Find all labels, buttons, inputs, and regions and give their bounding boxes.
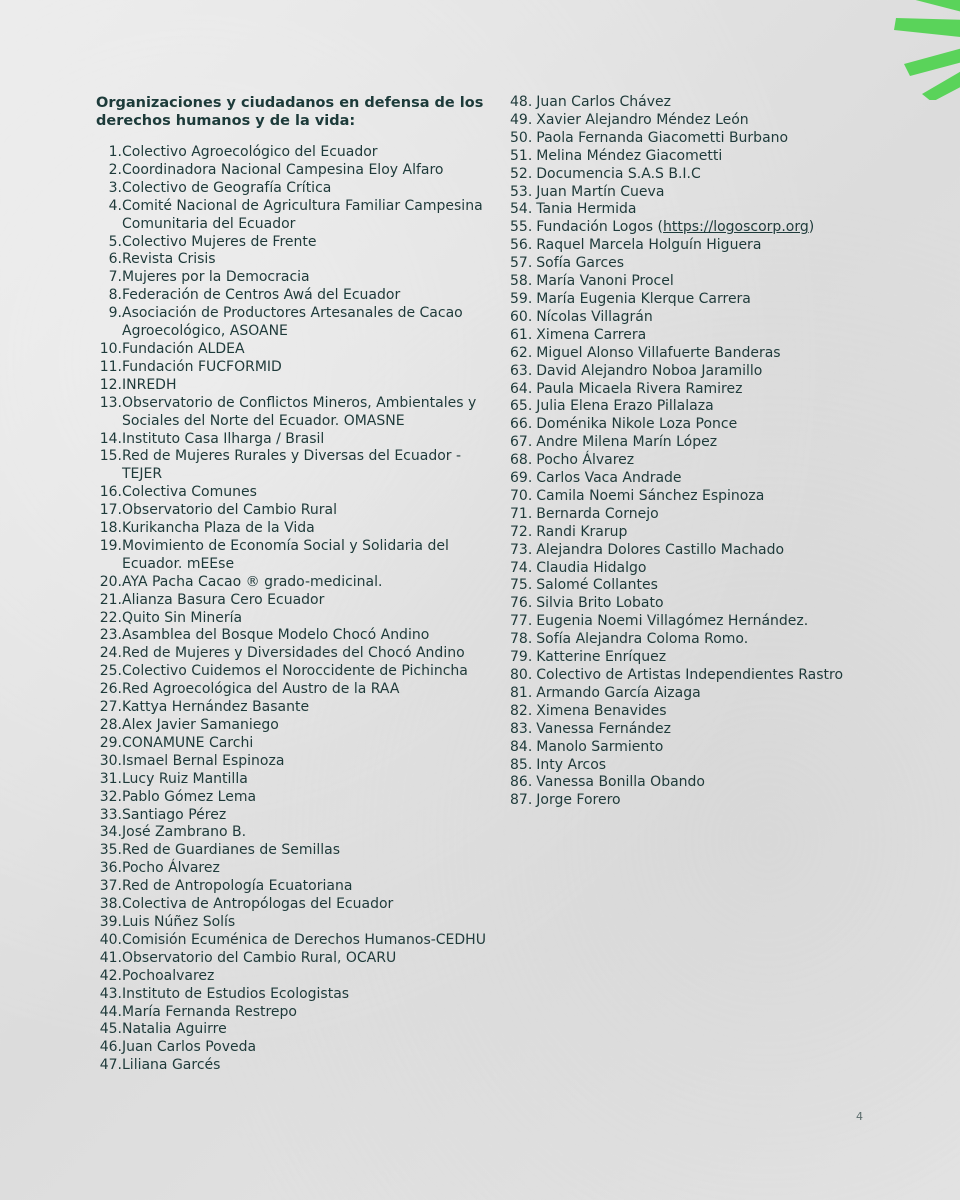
- list-item: [96, 287, 496, 305]
- item-text: Juan Martín Cueva: [536, 183, 665, 200]
- item-text: Quito Sin Minería: [122, 609, 243, 626]
- logos-link[interactable]: https://logoscorp.org: [663, 219, 809, 236]
- item-text: María Vanoni Procel: [536, 273, 674, 290]
- item-number: 6.: [108, 251, 122, 268]
- list-item: [510, 291, 950, 309]
- item-number: 81.: [510, 684, 533, 701]
- item-text: Comité Nacional de Agricultura Familiar Campesina Comunitaria del Ecuador: [122, 197, 483, 232]
- item-number: 46.: [99, 1039, 122, 1056]
- item-text: Julia Elena Erazo Pillalaza: [536, 398, 714, 415]
- item-text: Silvia Brito Lobato: [536, 595, 664, 612]
- item-text: Fundación ALDEA: [122, 340, 245, 357]
- item-number: 54.: [510, 201, 533, 218]
- right-column: [510, 94, 950, 810]
- item-text-suffix: ): [808, 219, 815, 236]
- item-number: 28.: [99, 717, 122, 733]
- item-text: CONAMUNE Carchi: [122, 734, 254, 751]
- item-text: Mujeres por la Democracia: [122, 269, 310, 286]
- item-text: Camila Noemi Sánchez Espinoza: [536, 487, 765, 504]
- list-item: [96, 824, 496, 842]
- item-number: 13.: [99, 394, 122, 411]
- item-text: Fundación FUCFORMID: [122, 358, 282, 375]
- item-text: Nícolas Villagrán: [536, 308, 653, 325]
- item-text: Pablo Gómez Lema: [122, 788, 257, 805]
- item-number: 78.: [510, 631, 533, 648]
- item-number: 82.: [510, 702, 533, 719]
- item-number: 75.: [510, 577, 533, 594]
- item-number: 69.: [510, 470, 533, 487]
- item-number: 38.: [99, 896, 122, 913]
- item-number: 18.: [99, 520, 122, 537]
- item-text: Sofía Alejandra Coloma Romo.: [536, 631, 749, 648]
- list-item: [510, 685, 950, 703]
- item-number: 44.: [99, 1003, 122, 1020]
- item-text: Pocho Álvarez: [536, 452, 635, 469]
- item-text: Kattya Hernández Basante: [122, 699, 310, 716]
- item-number: 33.: [99, 806, 122, 823]
- item-text: AYA Pacha Cacao ® grado-medicinal.: [122, 573, 383, 590]
- item-text: Liliana Garcés: [122, 1057, 221, 1074]
- item-text: Lucy Ruiz Mantilla: [122, 770, 248, 787]
- item-text: Red de Mujeres Rurales y Diversas del Ecuador - TEJER: [122, 448, 462, 483]
- list-item: [510, 560, 950, 578]
- item-number: 19.: [99, 537, 122, 554]
- item-number: 84.: [510, 738, 533, 755]
- list-item: [510, 721, 950, 739]
- list-item: [96, 968, 496, 986]
- list-item: [96, 162, 496, 180]
- page-number: 4: [856, 1110, 863, 1123]
- list-item: [96, 574, 496, 592]
- item-text: Carlos Vaca Andrade: [536, 470, 682, 487]
- item-number: 86.: [510, 774, 533, 791]
- item-text: Vanessa Bonilla Obando: [536, 774, 705, 791]
- item-number: 29.: [99, 734, 122, 751]
- item-text: Colectivo Agroecológico del Ecuador: [122, 144, 378, 160]
- item-number: 64.: [510, 380, 533, 397]
- item-number: 76.: [510, 595, 533, 612]
- item-number: 51.: [510, 147, 533, 164]
- list-item: [96, 681, 496, 699]
- item-number: 71.: [510, 505, 533, 522]
- item-text: Colectivo de Artistas Independientes Rastro: [536, 667, 844, 683]
- list-item: [96, 431, 496, 449]
- item-number: 66.: [510, 416, 533, 433]
- list-item: [510, 703, 950, 721]
- item-number: 70.: [510, 487, 533, 504]
- item-text: Randi Krarup: [536, 523, 628, 540]
- list-item: [96, 144, 496, 162]
- list-item: [510, 774, 950, 792]
- signatories-list-left: [96, 144, 496, 1075]
- item-text: Red de Antropología Ecuatoriana: [122, 878, 353, 895]
- item-number: 4.: [108, 197, 122, 214]
- item-text: Juan Carlos Chávez: [536, 94, 671, 110]
- item-number: 41.: [99, 949, 122, 966]
- list-item: [510, 345, 950, 363]
- list-item: [96, 627, 496, 645]
- item-number: 83.: [510, 720, 533, 737]
- item-text: Salomé Collantes: [536, 577, 658, 594]
- item-number: 50.: [510, 129, 533, 146]
- list-item: [510, 739, 950, 757]
- list-item: [510, 398, 950, 416]
- list-item: [510, 524, 950, 542]
- list-item: [510, 237, 950, 255]
- list-item: [96, 645, 496, 663]
- item-text: Colectivo de Geografía Crítica: [122, 179, 332, 196]
- item-text: Tania Hermida: [536, 201, 637, 218]
- item-number: 77.: [510, 613, 533, 630]
- list-item: [96, 1004, 496, 1022]
- item-text: Comisión Ecuménica de Derechos Humanos-CEDHU: [122, 931, 486, 948]
- item-text: Documencia S.A.S B.I.C: [536, 165, 701, 182]
- list-item: [510, 201, 950, 219]
- item-number: 62.: [510, 344, 533, 361]
- list-item: [96, 377, 496, 395]
- list-item: [96, 807, 496, 825]
- list-item: [510, 542, 950, 560]
- signatories-list-right: [510, 94, 950, 810]
- list-item: [96, 896, 496, 914]
- green-burst-icon: [860, 0, 960, 100]
- item-text: Movimiento de Economía Social y Solidaria del Ecuador. mEEse: [122, 537, 449, 572]
- list-item: [96, 251, 496, 269]
- item-number: 45.: [99, 1021, 122, 1038]
- item-number: 42.: [99, 967, 122, 984]
- list-item: [96, 878, 496, 896]
- list-item: [510, 184, 950, 202]
- item-number: 2.: [108, 161, 122, 178]
- item-text: Claudia Hidalgo: [536, 559, 647, 576]
- list-item: [96, 592, 496, 610]
- item-text: Colectivo Cuidemos el Noroccidente de Pichincha: [122, 663, 468, 680]
- item-text: Coordinadora Nacional Campesina Eloy Alfaro: [122, 161, 444, 178]
- item-text: Alianza Basura Cero Ecuador: [122, 591, 325, 608]
- item-number: 55.: [510, 219, 533, 236]
- item-text: María Fernanda Restrepo: [122, 1003, 297, 1020]
- item-number: 9.: [108, 305, 122, 322]
- item-text: Red de Guardianes de Semillas: [122, 842, 341, 859]
- item-text: David Alejandro Noboa Jaramillo: [536, 362, 763, 379]
- list-item: [510, 434, 950, 452]
- item-text: Colectiva de Antropólogas del Ecuador: [122, 896, 394, 913]
- list-item: [96, 860, 496, 878]
- item-number: 15.: [99, 448, 122, 465]
- item-number: 80.: [510, 667, 533, 683]
- list-item: [510, 112, 950, 130]
- list-item: [510, 166, 950, 184]
- item-number: 7.: [108, 269, 122, 286]
- item-text: Pocho Álvarez: [122, 860, 220, 877]
- list-item: [510, 631, 950, 649]
- list-item: [510, 363, 950, 381]
- item-number: 26.: [99, 681, 122, 698]
- item-number: 85.: [510, 756, 533, 773]
- item-number: 24.: [99, 645, 122, 662]
- item-text: Asamblea del Bosque Modelo Chocó Andino: [122, 627, 430, 644]
- item-number: 12.: [99, 376, 122, 393]
- item-text: INREDH: [122, 376, 177, 393]
- item-number: 56.: [510, 237, 533, 254]
- list-item: [510, 381, 950, 399]
- list-item: [510, 470, 950, 488]
- list-item: [96, 1039, 496, 1057]
- item-text: Red Agroecológica del Austro de la RAA: [122, 681, 400, 698]
- item-text: Juan Carlos Poveda: [122, 1039, 257, 1056]
- item-number: 1.: [108, 144, 122, 160]
- list-item: [510, 577, 950, 595]
- list-item: [510, 595, 950, 613]
- list-item: [96, 735, 496, 753]
- list-item: [510, 309, 950, 327]
- item-text: Luis Núñez Solís: [122, 913, 236, 930]
- list-item: [96, 305, 496, 341]
- item-number: 32.: [99, 788, 122, 805]
- list-item: [510, 130, 950, 148]
- item-number: 40.: [99, 931, 122, 948]
- item-number: 63.: [510, 362, 533, 379]
- item-number: 59.: [510, 290, 533, 307]
- list-item: [96, 914, 496, 932]
- item-text: Santiago Pérez: [122, 806, 227, 823]
- item-number: 43.: [99, 985, 122, 1002]
- item-text: Fundación Logos (: [536, 219, 664, 236]
- item-text: Miguel Alonso Villafuerte Banderas: [536, 344, 781, 361]
- list-item: [510, 667, 950, 685]
- list-item: [96, 771, 496, 789]
- list-item: [96, 932, 496, 950]
- list-item: [96, 717, 496, 735]
- item-text: María Eugenia Klerque Carrera: [536, 290, 751, 307]
- list-item: [96, 269, 496, 287]
- item-number: 14.: [99, 430, 122, 447]
- item-text: Natalia Aguirre: [122, 1021, 227, 1038]
- list-item: [96, 395, 496, 431]
- item-number: 53.: [510, 183, 533, 200]
- item-text: Andre Milena Marín López: [536, 434, 718, 451]
- list-item: [96, 1021, 496, 1039]
- left-column: [96, 94, 496, 1075]
- item-number: 67.: [510, 434, 533, 451]
- list-item: [96, 538, 496, 574]
- item-number: 60.: [510, 308, 533, 325]
- list-item: [510, 219, 950, 237]
- item-number: 87.: [510, 792, 533, 809]
- list-item: [510, 255, 950, 273]
- item-text: Armando García Aizaga: [536, 684, 701, 701]
- item-text: Observatorio del Cambio Rural, OCARU: [122, 949, 397, 966]
- item-text: Katterine Enríquez: [536, 649, 667, 666]
- list-item: [96, 520, 496, 538]
- item-text: Revista Crisis: [122, 251, 216, 268]
- item-number: 68.: [510, 452, 533, 469]
- list-item: [96, 341, 496, 359]
- item-number: 35.: [99, 842, 122, 859]
- item-number: 17.: [99, 502, 122, 519]
- item-text: Instituto de Estudios Ecologistas: [122, 985, 350, 1002]
- item-text: Pochoalvarez: [122, 967, 215, 984]
- item-number: 23.: [99, 627, 122, 644]
- item-text: Raquel Marcela Holguín Higuera: [536, 237, 762, 254]
- item-text: Kurikancha Plaza de la Vida: [122, 520, 315, 537]
- list-item: [96, 699, 496, 717]
- item-text: Colectivo Mujeres de Frente: [122, 233, 317, 250]
- list-item: [510, 488, 950, 506]
- item-number: 65.: [510, 398, 533, 415]
- list-item: [96, 1057, 496, 1075]
- item-text: Asociación de Productores Artesanales de Cacao Agroecológico, ASOANE: [122, 305, 463, 340]
- item-number: 36.: [99, 860, 122, 877]
- list-item: [510, 273, 950, 291]
- item-text: Manolo Sarmiento: [536, 738, 664, 755]
- item-text: Alejandra Dolores Castillo Machado: [536, 541, 785, 558]
- item-text: Paola Fernanda Giacometti Burbano: [536, 129, 789, 146]
- item-number: 74.: [510, 559, 533, 576]
- item-number: 61.: [510, 326, 533, 343]
- item-text: Paula Micaela Rivera Ramirez: [536, 380, 743, 397]
- item-text: Ximena Carrera: [536, 326, 647, 343]
- item-number: 79.: [510, 649, 533, 666]
- item-text: Instituto Casa Ilharga / Brasil: [122, 430, 325, 447]
- list-item: [510, 757, 950, 775]
- item-number: 52.: [510, 165, 533, 182]
- item-number: 10.: [99, 340, 122, 357]
- item-number: 39.: [99, 913, 122, 930]
- list-item: [510, 94, 950, 112]
- item-number: 72.: [510, 523, 533, 540]
- item-text: Doménika Nikole Loza Ponce: [536, 416, 738, 433]
- item-text: Bernarda Cornejo: [536, 505, 659, 522]
- list-item: [96, 610, 496, 628]
- item-number: 22.: [99, 609, 122, 626]
- item-number: 11.: [99, 358, 122, 375]
- list-heading: Organizaciones y ciudadanos en defensa de los derechos humanos y de la vida:: [96, 95, 484, 129]
- item-number: 37.: [99, 878, 122, 895]
- list-item: [510, 506, 950, 524]
- item-text: Ismael Bernal Espinoza: [122, 752, 285, 769]
- list-item: [510, 148, 950, 166]
- item-text: José Zambrano B.: [122, 824, 247, 841]
- item-number: 49.: [510, 111, 533, 128]
- item-text: Eugenia Noemi Villagómez Hernández.: [536, 613, 809, 630]
- item-number: 5.: [108, 233, 122, 250]
- item-text: Xavier Alejandro Méndez León: [536, 111, 749, 128]
- item-number: 27.: [99, 699, 122, 716]
- item-number: 73.: [510, 541, 533, 558]
- list-item: [96, 180, 496, 198]
- item-text: Colectiva Comunes: [122, 484, 257, 501]
- item-text: Observatorio de Conflictos Mineros, Ambientales y Sociales del Norte del Ecuador. OMASNE: [122, 394, 477, 429]
- list-item: [510, 792, 950, 810]
- item-text: Observatorio del Cambio Rural: [122, 502, 337, 519]
- item-number: 21.: [99, 591, 122, 608]
- list-item: [510, 613, 950, 631]
- item-text: Inty Arcos: [536, 756, 607, 773]
- item-text: Vanessa Fernández: [536, 720, 672, 737]
- list-item: [510, 452, 950, 470]
- list-item: [96, 986, 496, 1004]
- item-number: 57.: [510, 255, 533, 272]
- item-number: 30.: [99, 752, 122, 769]
- list-item: [96, 198, 496, 234]
- item-text: Ximena Benavides: [536, 702, 667, 719]
- item-number: 8.: [108, 287, 122, 304]
- item-number: 48.: [510, 94, 533, 110]
- list-item: [96, 484, 496, 502]
- item-number: 16.: [99, 484, 122, 501]
- item-text: Red de Mujeres y Diversidades del Chocó Andino: [122, 645, 465, 662]
- list-item: [96, 448, 496, 484]
- item-number: 47.: [99, 1057, 122, 1074]
- item-text: Jorge Forero: [536, 792, 621, 809]
- item-number: 20.: [99, 573, 122, 590]
- list-item: [96, 842, 496, 860]
- list-item: [96, 359, 496, 377]
- item-number: 58.: [510, 273, 533, 290]
- item-text: Alex Javier Samaniego: [122, 717, 279, 733]
- list-item: [96, 789, 496, 807]
- list-item: [510, 416, 950, 434]
- list-item: [510, 649, 950, 667]
- item-number: 25.: [99, 663, 122, 680]
- list-item: [96, 753, 496, 771]
- item-text: Sofía Garces: [536, 255, 625, 272]
- list-item: [96, 663, 496, 681]
- item-number: 3.: [108, 179, 122, 196]
- item-text: Melina Méndez Giacometti: [536, 147, 723, 164]
- item-text: Federación de Centros Awá del Ecuador: [122, 287, 401, 304]
- list-item: [510, 327, 950, 345]
- list-item: [96, 234, 496, 252]
- list-item: [96, 950, 496, 968]
- item-number: 31.: [99, 770, 122, 787]
- item-number: 34.: [99, 824, 122, 841]
- list-item: [96, 502, 496, 520]
